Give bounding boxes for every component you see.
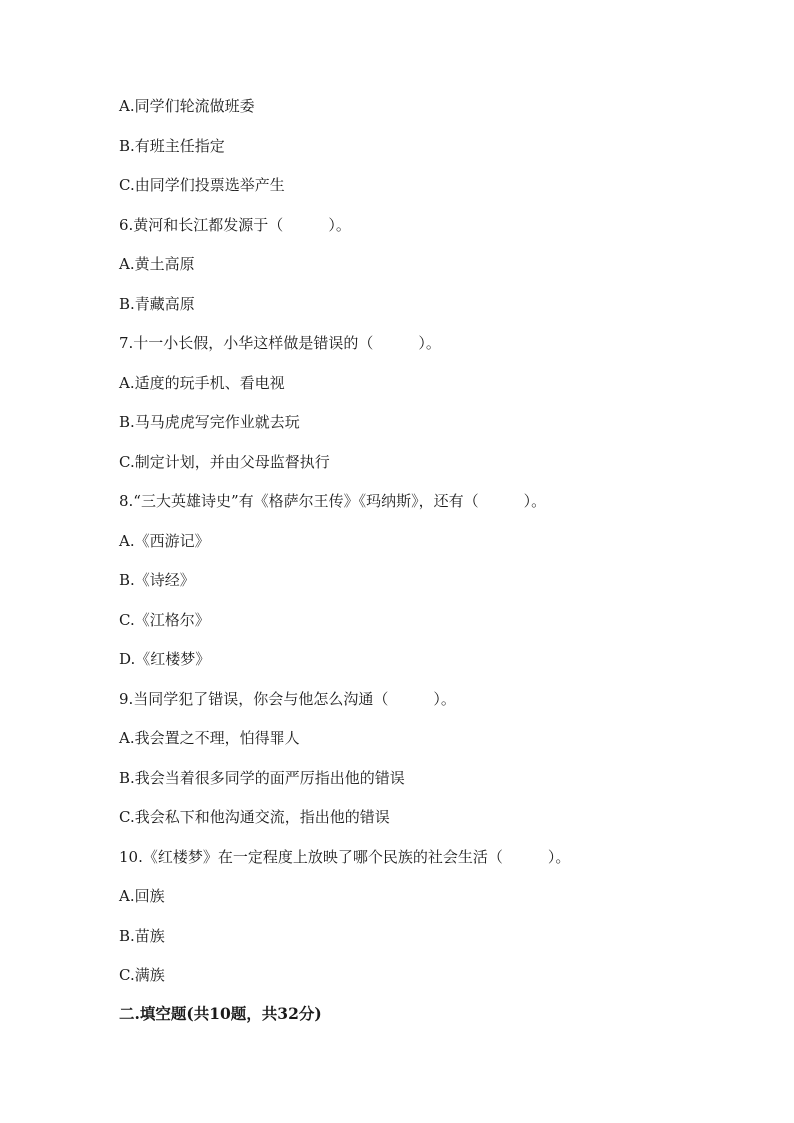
question-7-option-c: C.制定计划，并由父母监督执行 (119, 453, 330, 471)
question-7-option-a: A.适度的玩手机、看电视 (119, 374, 285, 392)
question-8-option-d: D.《红楼梦》 (119, 650, 211, 668)
question-10-option-a: A.回族 (119, 887, 165, 905)
question-9-option-c: C.我会私下和他沟通交流，指出他的错误 (119, 808, 390, 826)
question-6: 6.黄河和长江都发源于（ ）。 (119, 216, 351, 234)
question-6-option-a: A.黄土高原 (119, 255, 195, 273)
question-10-option-b: B.苗族 (119, 927, 165, 945)
question-8-option-c: C.《江格尔》 (119, 611, 210, 629)
question-7-option-b: B.马马虎虎写完作业就去玩 (119, 413, 300, 431)
question-9: 9.当同学犯了错误，你会与他怎么沟通（ ）。 (119, 690, 456, 708)
question-9-option-a: A.我会置之不理，怕得罪人 (119, 729, 300, 747)
section-heading-fill-in: 二.填空题(共10题，共32分) (119, 1004, 322, 1023)
question-9-option-b: B.我会当着很多同学的面严厉指出他的错误 (119, 769, 405, 787)
option-b-line: B.有班主任指定 (119, 137, 225, 155)
question-8: 8.“三大英雄诗史”有《格萨尔王传》《玛纳斯》，还有（ ）。 (119, 492, 547, 510)
question-6-option-b: B.青藏高原 (119, 295, 195, 313)
question-7: 7.十一小长假，小华这样做是错误的（ ）。 (119, 334, 441, 352)
question-8-option-b: B.《诗经》 (119, 571, 195, 589)
question-10: 10.《红楼梦》在一定程度上放映了哪个民族的社会生活（ ）。 (119, 848, 571, 866)
option-c-line: C.由同学们投票选举产生 (119, 176, 285, 194)
option-a-line: A.同学们轮流做班委 (119, 97, 255, 115)
question-10-option-c: C.满族 (119, 966, 165, 984)
question-8-option-a: A.《西游记》 (119, 532, 210, 550)
